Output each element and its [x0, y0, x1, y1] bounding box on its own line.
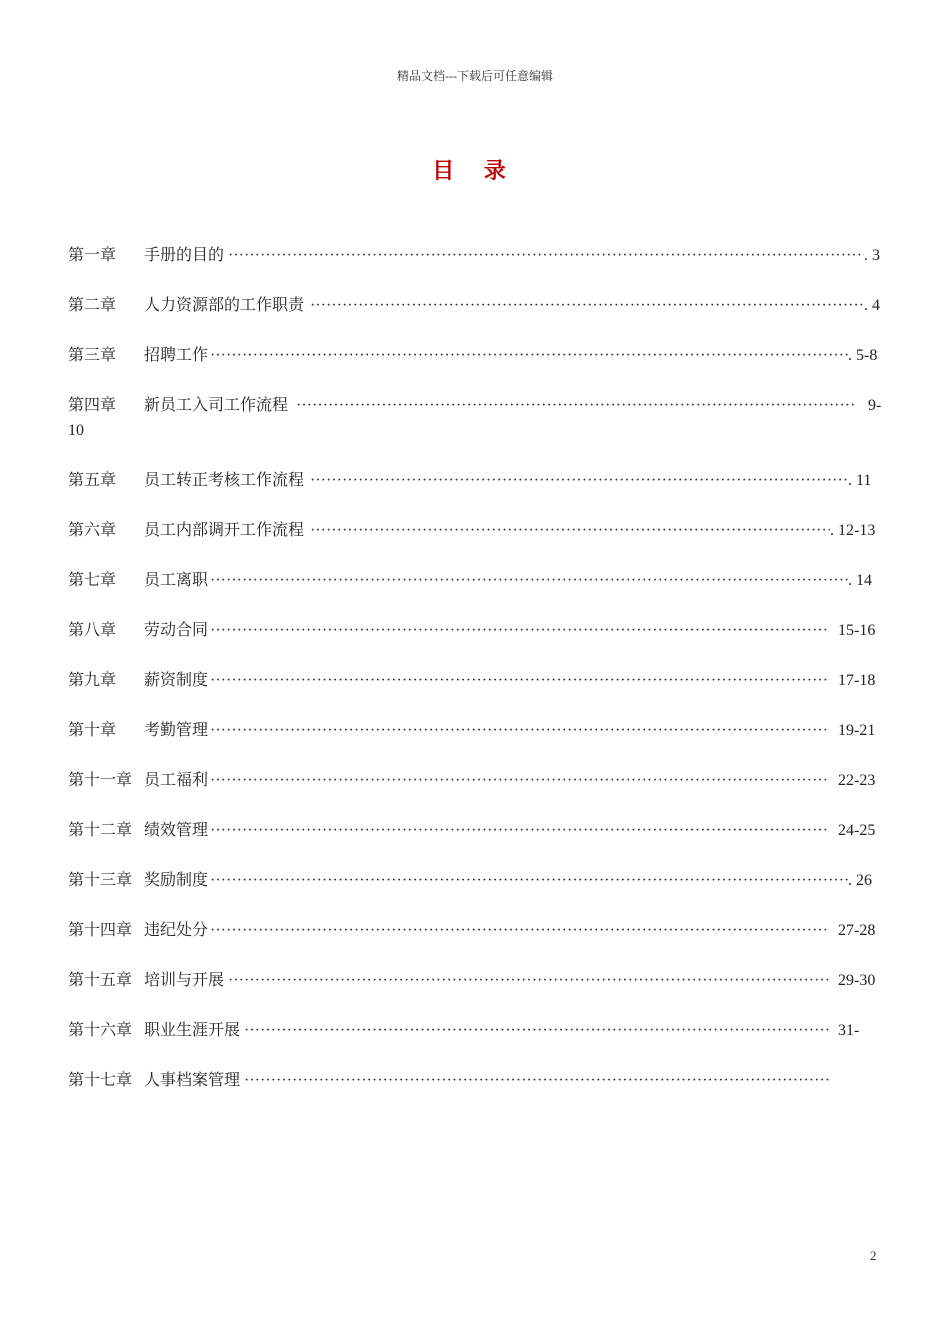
toc-page-number-wrap: 10: [68, 422, 84, 439]
header-note: 精品文档---下载后可任意编辑: [397, 69, 553, 83]
toc-chapter-label: 第二章: [68, 297, 117, 314]
toc-chapter-label: 第十一章: [68, 772, 133, 789]
toc-dot-leader: [228, 243, 864, 269]
toc-chapter-label: 第三章: [68, 347, 117, 364]
toc-entry-title: 违纪处分: [144, 922, 209, 939]
toc-page-number: . 4: [864, 297, 880, 314]
toc-page-number: 19-21: [838, 722, 876, 739]
toc-entry-title: 员工福利: [144, 772, 209, 789]
toc-page-number: . 12-13: [830, 522, 876, 539]
toc-page-number: . 26: [848, 872, 872, 889]
toc-page-number: . 11: [848, 472, 872, 489]
toc-entry-title: 员工离职: [144, 572, 209, 589]
toc-entry-title: 新员工入司工作流程: [144, 397, 289, 414]
toc-entry-title: 绩效管理: [144, 822, 209, 839]
toc-dot-leader: [210, 768, 830, 794]
toc-dot-leader: [244, 1068, 830, 1094]
toc-chapter-label: 第十四章: [68, 922, 133, 939]
toc-dot-leader: [310, 518, 830, 544]
toc-dot-leader: [210, 618, 830, 644]
toc-page-number: . 3: [864, 247, 880, 264]
toc-entry-title: 手册的目的: [144, 247, 225, 264]
toc-page-number: 22-23: [838, 772, 876, 789]
toc-dot-leader: [210, 718, 830, 744]
toc-entry-title: 薪资制度: [144, 672, 209, 689]
toc-dot-leader: [210, 818, 830, 844]
toc-dot-leader: [310, 468, 848, 494]
toc-page-number: 24-25: [838, 822, 876, 839]
toc-chapter-label: 第十七章: [68, 1072, 133, 1089]
toc-dot-leader: [210, 343, 848, 369]
toc-chapter-label: 第九章: [68, 672, 117, 689]
toc-entry-title: 人力资源部的工作职责: [144, 297, 305, 314]
toc-chapter-label: 第四章: [68, 397, 117, 414]
toc-chapter-label: 第十六章: [68, 1022, 133, 1039]
toc-entry-title: 奖励制度: [144, 872, 209, 889]
toc-entry-title: 培训与开展: [144, 972, 225, 989]
toc-chapter-label: 第七章: [68, 572, 117, 589]
toc-entry-title: 员工内部调开工作流程: [144, 522, 305, 539]
toc-chapter-label: 第十五章: [68, 972, 133, 989]
toc-chapter-label: 第十章: [68, 722, 117, 739]
toc-entry-title: 劳动合同: [144, 622, 209, 639]
toc-entry-title: 人事档案管理: [144, 1072, 241, 1089]
toc-page-number: . 14: [848, 572, 872, 589]
toc-dot-leader: [210, 918, 830, 944]
toc-dot-leader: [296, 393, 856, 419]
toc-page-number: . 5-8: [848, 347, 878, 364]
toc-page-number: 15-16: [838, 622, 876, 639]
toc-dot-leader: [228, 968, 830, 994]
toc-chapter-label: 第十二章: [68, 822, 133, 839]
toc-entry-title: 职业生涯开展: [144, 1022, 241, 1039]
toc-title: 目 录: [432, 158, 518, 183]
toc-entry-title: 招聘工作: [144, 347, 209, 364]
toc-page-number: 31-: [838, 1022, 860, 1039]
toc-page-number: 17-18: [838, 672, 876, 689]
toc-dot-leader: [244, 1018, 830, 1044]
toc-chapter-label: 第十三章: [68, 872, 133, 889]
toc-entry-title: 员工转正考核工作流程: [144, 472, 305, 489]
toc-chapter-label: 第六章: [68, 522, 117, 539]
page-number: 2: [870, 1248, 877, 1263]
toc-dot-leader: [210, 668, 830, 694]
toc-dot-leader: [210, 568, 848, 594]
toc-dot-leader: [210, 868, 848, 894]
toc-chapter-label: 第一章: [68, 247, 117, 264]
toc-page-number: 29-30: [838, 972, 876, 989]
toc-page-number: 27-28: [838, 922, 876, 939]
toc-chapter-label: 第八章: [68, 622, 117, 639]
toc-entry-title: 考勤管理: [144, 722, 209, 739]
toc-page-number: 9-: [868, 397, 882, 414]
toc-chapter-label: 第五章: [68, 472, 117, 489]
toc-dot-leader: [310, 293, 864, 319]
